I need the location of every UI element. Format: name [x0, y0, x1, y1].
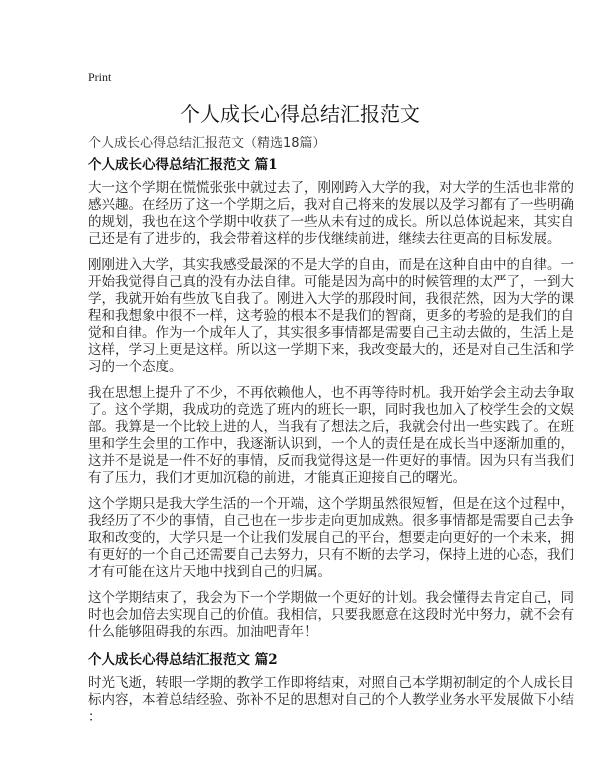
text-line: 感兴趣。在经历了这一个学期之后，我对自己将来的发展以及学习都有了一些明确 — [88, 197, 574, 213]
text-line: 标内容，本着总结经验、弥补不足的思想对自己的个人教学业务水平发展做下小结 — [88, 692, 574, 708]
text-line: 大一这个学期在慌慌张张中就过去了，刚刚跨入大学的我，对大学的生活也非常的 — [88, 180, 574, 196]
paragraph — [88, 257, 574, 376]
text-line: 才有可能在这片天地中找到自己的归属。 — [88, 564, 331, 580]
subtitle: 个人成长心得总结汇报范文（精选18篇） — [88, 136, 326, 151]
text-line: 程和我想象中很不一样，这考验的根本不是我们的智商，更多的考验的是我们的自 — [88, 308, 574, 324]
section-heading-1: 个人成长心得总结汇报范文 篇1 — [88, 157, 278, 173]
paragraph — [88, 496, 574, 581]
text-line: 时光飞逝，转眼一学期的教学工作即将结束，对照自己本学期初制定的个人成长目 — [88, 675, 574, 691]
text-line: 这并不是说是一件不好的事情，反而我觉得这是一件更好的事情。因为只有当我们 — [88, 453, 574, 469]
section-heading-2: 个人成长心得总结汇报范文 篇2 — [88, 652, 278, 668]
paragraph — [88, 675, 574, 726]
text-line: 刚刚进入大学，其实我感受最深的不是大学的自由，而是在这种自由中的自律。一 — [88, 257, 574, 273]
paragraph — [88, 385, 574, 487]
text-line: 取和改变的，大学只是一个让我们发展自己的平台，想要走向更好的一个未来，拥 — [88, 530, 574, 546]
text-line: 觉和自律。作为一个成年人了，其实很多事情都是需要自己主动去做的，生活上是 — [88, 325, 574, 341]
text-line: 部。我算是一个比较上进的人，当我有了想法之后，我就会付出一些实践了。在班 — [88, 419, 574, 435]
text-line: ： — [88, 709, 102, 725]
page-title: 个人成长心得总结汇报范文 — [180, 102, 420, 126]
text-line: 习的一个态度。 — [88, 359, 183, 375]
print-link[interactable]: Print — [88, 70, 112, 84]
text-line: 有更好的一个自己还需要自己去努力，只有不断的去学习，保持上进的心态，我们 — [88, 547, 574, 563]
article-body — [88, 156, 574, 735]
text-line: 什么能够阻碍我的东西。加油吧青年！ — [88, 624, 318, 640]
text-line: 我在思想上提升了不少，不再依赖他人，也不再等待时机。我开始学会主动去争取 — [88, 385, 574, 401]
text-line: 我经历了不少的事情，自己也在一步步走向更加成熟。很多事情都是需要自己去争 — [88, 513, 574, 529]
text-line: 这个学期只是我大学生活的一个开端，这个学期虽然很短暂，但是在这个过程中， — [88, 496, 574, 512]
text-line: 学，我就开始有些放飞自我了。刚进入大学的那段时间，我很茫然，因为大学的课 — [88, 291, 574, 307]
text-line: 了。这个学期，我成功的竞选了班内的班长一职，同时我也加入了校学生会的文娱 — [88, 402, 574, 418]
paragraph — [88, 590, 574, 641]
text-line: 的规划，我也在这个学期中收获了一些从未有过的成长。所以总体说起来，其实自 — [88, 214, 574, 230]
text-line: 有了压力，我们才更加沉稳的前进，才能真正迎接自己的曙光。 — [88, 470, 466, 486]
text-line: 这样，学习上更是这样。所以这一学期下来，我改变最大的，还是对自己生活和学 — [88, 342, 574, 358]
text-line: 时也会加倍去实现自己的价值。我相信，只要我愿意在这段时光中努力，就不会有 — [88, 607, 574, 623]
paragraph — [88, 180, 574, 248]
text-line: 这个学期结束了，我会为下一个学期做一个更好的计划。我会懂得去肯定自己，同 — [88, 590, 574, 606]
text-line: 开始我觉得自己真的没有办法自律。可能是因为高中的时候管理的太严了，一到大 — [88, 274, 574, 290]
text-line: 里和学生会里的工作中，我逐渐认识到，一个人的责任是在成长当中逐渐加重的， — [88, 436, 574, 452]
text-line: 己还是有了进步的，我会带着这样的步伐继续前进，继续去往更高的目标发展。 — [88, 231, 561, 247]
